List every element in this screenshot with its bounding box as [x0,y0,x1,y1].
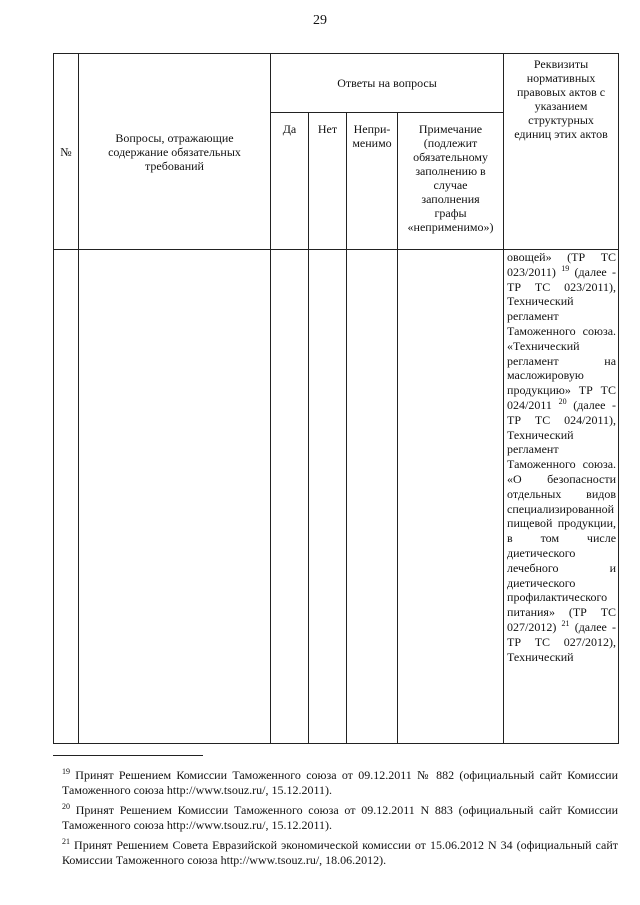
cell-not-applicable [347,250,398,744]
cell-question [79,250,271,744]
page-number: 29 [313,13,327,28]
requisites-text-1: овощей» (ТР ТС 023/2011) [507,250,617,279]
header-note [398,113,504,250]
footnotes [62,765,618,871]
header-requisites [504,54,619,250]
footnote-mark: 19 [62,767,70,776]
footnote-ref-20: 20 [558,396,567,406]
cell-requisites [504,250,619,744]
footnote-text: Принят Решением Комиссии Таможенного союза от 09.12.2011 № 882 (официальный сайт Комиссии Таможенного союза http://www.tsouz.ru/, 15.12.2011). [62,768,618,797]
cell-yes [271,250,309,744]
footnote-text: Принят Решением Совета Евразийской экономической комиссии от 15.06.2012 N 34 (официальный сайт Комиссии Таможенного союза http://www.tsouz.ru/, 18.06.2012). [62,838,618,867]
footnote-21 [62,835,618,867]
header-number: № [54,54,79,250]
cell-number [54,250,79,744]
header-no: Нет [309,113,347,250]
footnote-ref-19: 19 [561,263,570,273]
header-note-text: Примечание (подлежит обязательному заполнению в случае заполнения графы «неприменимо») [407,122,494,234]
header-yes: Да [271,113,309,250]
header-not-applicable: Непри-менимо [347,113,398,250]
footnote-mark: 20 [62,802,70,812]
footnote-ref-21: 21 [561,618,570,628]
header-answers: Ответы на вопросы [271,54,504,113]
footnote-19 [62,765,618,797]
footnote-separator [53,755,203,756]
requisites-text-3: (далее - ТР ТС 024/2011), Технический регламент Таможенного союза. «О безопасности отдельных видов специализированной пищевой продукции, в том числе диетического лечебного и диетического профилактического питания» (ТР ТС 027/2012) [507,397,617,634]
header-questions [79,54,271,250]
header-questions-text: Вопросы, отражающие содержание обязательных требований [108,130,241,173]
cell-note [398,250,504,744]
requisites-text-2: (далее - ТР ТС 023/2011), Технический регламент Таможенного союза. «Технический регламент на масложировую продукцию» ТР ТС 024/2011 [507,264,617,412]
requisites-text-4: (далее - ТР ТС 027/2012), Технический [507,619,617,664]
header-requisites-text: Реквизиты нормативных правовых актов с указанием структурных единиц этих актов [514,57,608,141]
footnote-20 [62,800,618,832]
footnote-mark: 21 [62,837,70,847]
footnote-text: Принят Решением Комиссии Таможенного союза от 09.12.2011 N 883 (официальный сайт Комиссии Таможенного союза http://www.tsouz.ru/, 15.12.2011). [62,803,618,832]
requirements-table [53,53,619,744]
cell-no [309,250,347,744]
